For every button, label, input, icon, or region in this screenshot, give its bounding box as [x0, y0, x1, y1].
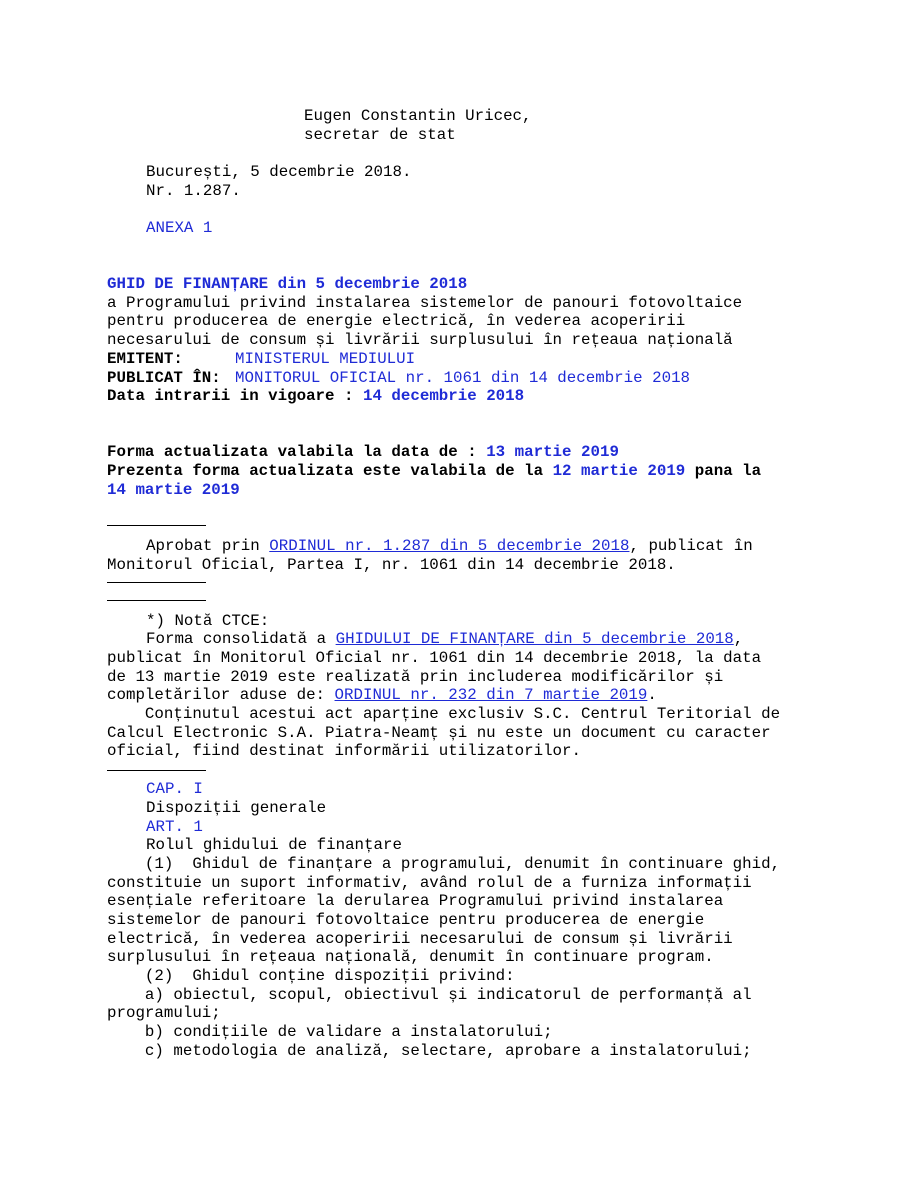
separator-rule [107, 770, 206, 771]
approval-suffix: , publicat în [629, 537, 753, 555]
validity-range-line [107, 462, 761, 481]
body-line: a) obiectul, scopul, obiectivul și indicatorul de performanță al [107, 986, 752, 1004]
article-title: Rolul ghidului de finanțare [146, 836, 402, 854]
chapter-link[interactable]: CAP. I [146, 780, 203, 798]
approval-line-2: Monitorul Oficial, Partea I, nr. 1061 din 14 decembrie 2018. [107, 556, 676, 574]
ordin-232-link[interactable]: ORDINUL nr. 232 din 7 martie 2019 [334, 686, 648, 704]
note-line-2: publicat în Monitorul Oficial nr. 1061 din 14 decembrie 2018, la data [107, 649, 762, 667]
separator-rule [107, 582, 206, 583]
validity-to-date: 14 martie 2019 [107, 481, 240, 499]
body-line: (2) Ghidul conține dispoziții privind: [107, 967, 515, 985]
validity-range-mid: pana la [694, 462, 762, 480]
annex-link[interactable]: ANEXA 1 [146, 219, 213, 237]
body-line: b) condițiile de validare a instalatorului; [107, 1023, 553, 1041]
note-paragraph-line: Calcul Electronic S.A. Piatra-Neamț și nu este un document cu caracter [107, 724, 771, 742]
body-line: c) metodologia de analiză, selectare, aprobare a instalatorului; [107, 1042, 752, 1060]
body-line: esențiale referitoare la derularea Programului privind instalarea [107, 892, 724, 910]
article-link[interactable]: ART. 1 [146, 818, 203, 836]
signatory-name: Eugen Constantin Uricec, [304, 107, 532, 125]
vigoare-label: Data intrarii in vigoare : [107, 387, 354, 405]
place-date: București, 5 decembrie 2018. [146, 163, 412, 181]
note-comma: , [733, 630, 744, 648]
subtitle-line: a Programului privind instalarea sistemelor de panouri fotovoltaice [107, 294, 743, 312]
approval-line [146, 537, 753, 556]
chapter-title: Dispoziții generale [146, 799, 327, 817]
publicat-link[interactable]: MONITORUL OFICIAL nr. 1061 din 14 decembrie 2018 [235, 369, 691, 387]
order-number: Nr. 1.287. [146, 182, 241, 200]
body-line: programului; [107, 1004, 221, 1022]
note-period: . [647, 686, 657, 704]
subtitle-line: pentru producerea de energie electrică, în vederea acoperirii [107, 312, 686, 330]
separator-rule [107, 600, 206, 601]
document-title: GHID DE FINANȚARE din 5 decembrie 2018 [107, 275, 468, 293]
body-line: surplusului în rețeaua națională, denumit în continuare program. [107, 948, 714, 966]
validity-from-date: 12 martie 2019 [552, 462, 686, 480]
body-line: constituie un suport informativ, având rolul de a furniza informații [107, 874, 752, 892]
approval-order-link[interactable]: ORDINUL nr. 1.287 din 5 decembrie 2018 [269, 537, 630, 555]
note-l4-prefix: completărilor aduse de: [107, 686, 326, 704]
approval-prefix: Aprobat prin [146, 537, 260, 555]
note-paragraph-line: Conținutul acestui act aparține exclusiv S.C. Centrul Teritorial de [107, 705, 781, 723]
validity-label: Forma actualizata valabila la data de : [107, 443, 477, 461]
note-title: *) Notă CTCE: [146, 612, 270, 630]
validity-range-prefix: Prezenta forma actualizata este valabila de la [107, 462, 544, 480]
subtitle-line: necesarului de consum și livrării surplusului în rețeaua națională [107, 331, 733, 349]
note-line-3: de 13 martie 2019 este realizată prin includerea modificărilor și [107, 668, 724, 686]
validity-date: 13 martie 2019 [486, 443, 619, 461]
emitent-label: EMITENT: [107, 350, 183, 368]
body-line: (1) Ghidul de finanțare a programului, denumit în continuare ghid, [107, 855, 781, 873]
note-line-4 [107, 686, 657, 705]
separator-rule [107, 525, 206, 526]
publicat-label: PUBLICAT ÎN: [107, 369, 221, 387]
emitent-link[interactable]: MINISTERUL MEDIULUI [235, 350, 416, 368]
body-line: sistemelor de panouri fotovoltaice pentru producerea de energie [107, 911, 705, 929]
vigoare-date: 14 decembrie 2018 [362, 387, 525, 405]
note-line-1 [146, 630, 743, 649]
body-line: electrică, în vederea acoperirii necesarului de consum și livrării [107, 930, 733, 948]
note-paragraph-line: oficial, fiind destinat informării utilizatorilor. [107, 742, 581, 760]
signatory-role: secretar de stat [304, 126, 456, 144]
note-prefix: Forma consolidată a [146, 630, 327, 648]
validity-line [107, 443, 619, 462]
vigoare-line [107, 387, 524, 406]
ghid-link[interactable]: GHIDULUI DE FINANȚARE din 5 decembrie 2018 [335, 630, 734, 648]
